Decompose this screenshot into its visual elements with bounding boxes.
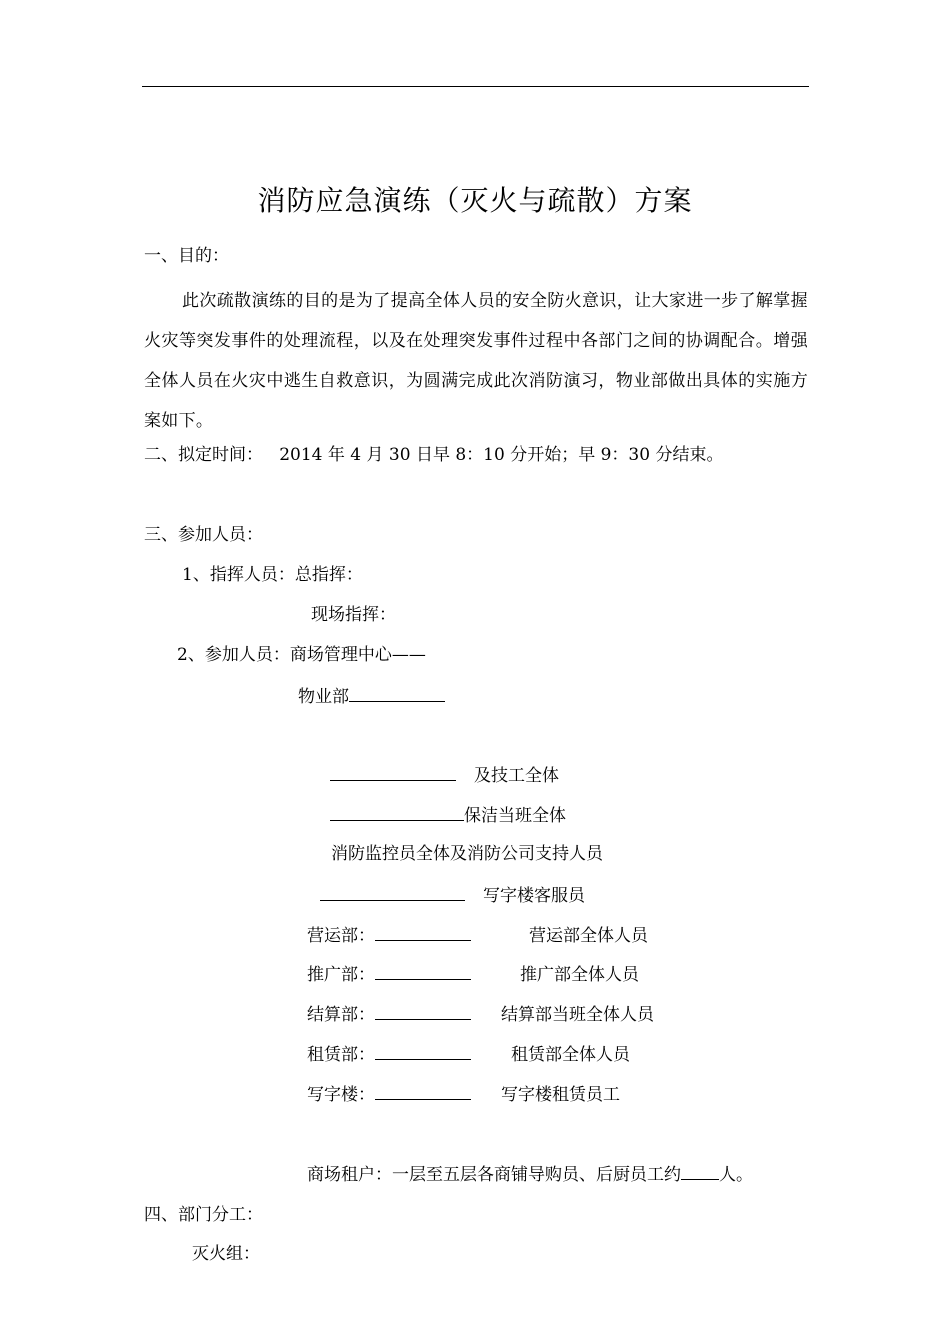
section-heading-participants: 三、参加人员： (144, 525, 263, 545)
site-commander-line: 现场指挥： (311, 605, 396, 625)
fill-blank (375, 1081, 471, 1100)
fill-blank (375, 922, 471, 941)
dept-row (307, 1081, 620, 1107)
dept-desc: 租赁部全体人员 (511, 1045, 630, 1065)
tenants-label: 商场租户：一层至五层各商铺导购员、后厨员工约 (307, 1165, 681, 1185)
fill-blank (349, 683, 445, 702)
dept-row (307, 1041, 630, 1067)
property-dept-line (298, 683, 445, 709)
dept-desc: 营运部全体人员 (529, 926, 648, 946)
dept-label: 推广部： (307, 965, 375, 985)
fill-blank (375, 961, 471, 980)
dept-desc: 推广部全体人员 (520, 965, 639, 985)
dept-desc: 结算部当班全体人员 (501, 1005, 654, 1025)
tenants-line (307, 1161, 753, 1187)
document-title: 消防应急演练（灭火与疏散）方案 (257, 184, 693, 217)
fill-blank (320, 882, 465, 901)
dept-row (307, 922, 648, 948)
tech-staff-line (330, 762, 559, 788)
fill-blank (330, 762, 456, 781)
fire-group-label: 灭火组： (192, 1244, 260, 1264)
fill-blank (375, 1001, 471, 1020)
fire-staff-line: 消防监控员全体及消防公司支持人员 (331, 844, 603, 864)
cleaning-staff-line (330, 802, 566, 828)
header-rule (142, 86, 809, 87)
fill-blank (330, 802, 464, 821)
dept-desc: 写字楼租赁员工 (501, 1085, 620, 1105)
office-service-label: 写字楼客服员 (483, 886, 585, 906)
property-dept-label: 物业部 (298, 687, 349, 707)
fill-blank (375, 1041, 471, 1060)
dept-row (307, 961, 639, 987)
tech-staff-label: 及技工全体 (474, 766, 559, 786)
dept-label: 租赁部： (307, 1045, 375, 1065)
fill-blank (681, 1161, 719, 1180)
dept-label: 营运部： (307, 926, 375, 946)
dept-row (307, 1001, 654, 1027)
commander-line: 1、指挥人员：总指挥： (182, 565, 363, 585)
tenants-suffix: 人。 (719, 1165, 753, 1185)
dept-label: 写字楼： (307, 1085, 375, 1105)
office-service-line (320, 882, 585, 908)
section-time: 二、拟定时间： 2014 年 4 月 30 日早 8：10 分开始；早 9：30 分结束。 (144, 445, 724, 465)
purpose-paragraph: 此次疏散演练的目的是为了提高全体人员的安全防火意识，让大家进一步了解掌握火灾等突发事件的处理流程，以及在处理突发事件过程中各部门之间的协调配合。增强全体人员在火灾中逃生自救意识，为圆满完成此次消防演习，物业部做出具体的实施方案如下。 (144, 291, 808, 431)
section-heading-division: 四、部门分工： (144, 1205, 263, 1225)
cleaning-staff-label: 保洁当班全体 (464, 806, 566, 826)
participants-line: 2、参加人员：商场管理中心—— (177, 645, 426, 665)
dept-label: 结算部： (307, 1005, 375, 1025)
section-heading-purpose: 一、目的： (144, 246, 229, 266)
